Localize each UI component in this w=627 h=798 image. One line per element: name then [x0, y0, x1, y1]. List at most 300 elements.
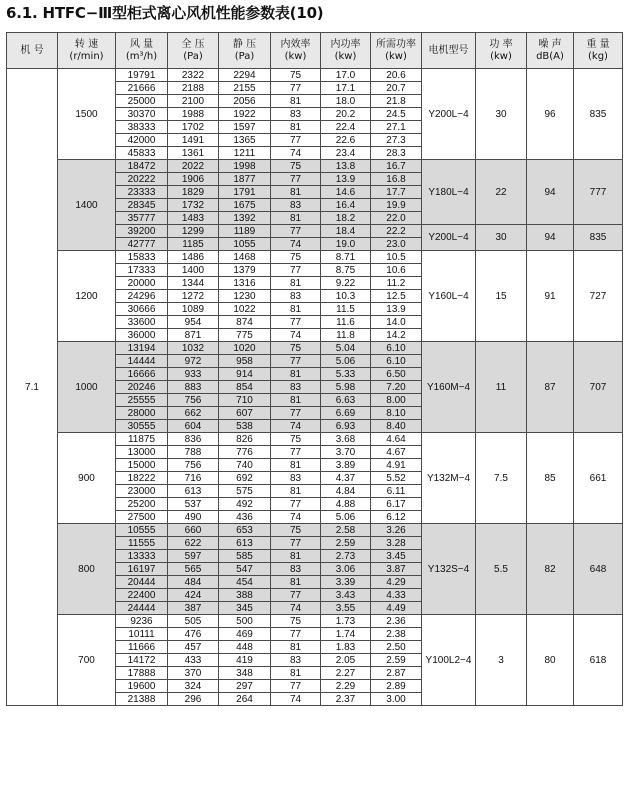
- static-pressure-cell: 1230: [219, 290, 271, 303]
- efficiency-cell: 75: [271, 342, 321, 355]
- total-pressure-cell: 1491: [168, 134, 219, 147]
- internal-power-cell: 2.58: [321, 524, 371, 537]
- airflow-cell: 14444: [116, 355, 168, 368]
- internal-power-cell: 2.59: [321, 537, 371, 550]
- static-pressure-cell: 585: [219, 550, 271, 563]
- efficiency-cell: 77: [271, 134, 321, 147]
- efficiency-cell: 77: [271, 225, 321, 238]
- efficiency-cell: 81: [271, 95, 321, 108]
- weight-cell: 661: [574, 433, 623, 524]
- efficiency-cell: 77: [271, 537, 321, 550]
- internal-power-cell: 6.93: [321, 420, 371, 433]
- header-unit: (Pa): [234, 50, 255, 62]
- efficiency-cell: 81: [271, 212, 321, 225]
- total-pressure-cell: 1272: [168, 290, 219, 303]
- internal-power-cell: 18.4: [321, 225, 371, 238]
- total-pressure-cell: 1829: [168, 186, 219, 199]
- total-pressure-cell: 756: [168, 459, 219, 472]
- static-pressure-cell: 419: [219, 654, 271, 667]
- internal-power-cell: 3.43: [321, 589, 371, 602]
- total-pressure-cell: 954: [168, 316, 219, 329]
- static-pressure-cell: 1022: [219, 303, 271, 316]
- static-pressure-cell: 575: [219, 485, 271, 498]
- header-static-pressure: [219, 33, 271, 69]
- airflow-cell: 30666: [116, 303, 168, 316]
- table-body: [7, 69, 623, 706]
- total-pressure-cell: 1361: [168, 147, 219, 160]
- airflow-cell: 42777: [116, 238, 168, 251]
- static-pressure-cell: 1055: [219, 238, 271, 251]
- airflow-cell: 18472: [116, 160, 168, 173]
- static-pressure-cell: 653: [219, 524, 271, 537]
- efficiency-cell: 77: [271, 680, 321, 693]
- header-unit: (kw): [490, 50, 512, 62]
- airflow-cell: 42000: [116, 134, 168, 147]
- total-pressure-cell: 324: [168, 680, 219, 693]
- internal-power-cell: 11.6: [321, 316, 371, 329]
- airflow-cell: 13194: [116, 342, 168, 355]
- efficiency-cell: 77: [271, 628, 321, 641]
- required-power-cell: 4.91: [371, 459, 422, 472]
- noise-cell: 94: [527, 160, 574, 225]
- motor-model-cell: Y132M−4: [422, 433, 476, 524]
- required-power-cell: 3.87: [371, 563, 422, 576]
- motor-model-cell: Y200L−4: [422, 225, 476, 251]
- total-pressure-cell: 1486: [168, 251, 219, 264]
- required-power-cell: 21.8: [371, 95, 422, 108]
- required-power-cell: 5.52: [371, 472, 422, 485]
- efficiency-cell: 83: [271, 654, 321, 667]
- motor-power-cell: 5.5: [476, 524, 527, 615]
- required-power-cell: 19.9: [371, 199, 422, 212]
- required-power-cell: 16.7: [371, 160, 422, 173]
- required-power-cell: 22.0: [371, 212, 422, 225]
- header-label: 重 量: [586, 38, 610, 50]
- header-unit: (kg): [588, 50, 608, 62]
- efficiency-cell: 77: [271, 316, 321, 329]
- efficiency-cell: 81: [271, 186, 321, 199]
- airflow-cell: 21388: [116, 693, 168, 706]
- total-pressure-cell: 788: [168, 446, 219, 459]
- required-power-cell: 6.10: [371, 342, 422, 355]
- total-pressure-cell: 660: [168, 524, 219, 537]
- internal-power-cell: 14.6: [321, 186, 371, 199]
- speed-cell: 1500: [58, 69, 116, 160]
- required-power-cell: 2.87: [371, 667, 422, 680]
- static-pressure-cell: 710: [219, 394, 271, 407]
- internal-power-cell: 16.4: [321, 199, 371, 212]
- required-power-cell: 2.50: [371, 641, 422, 654]
- airflow-cell: 21666: [116, 82, 168, 95]
- static-pressure-cell: 1211: [219, 147, 271, 160]
- static-pressure-cell: 1189: [219, 225, 271, 238]
- airflow-cell: 19791: [116, 69, 168, 82]
- header-unit: (Pa): [183, 50, 203, 62]
- speed-cell: 700: [58, 615, 116, 706]
- airflow-cell: 16197: [116, 563, 168, 576]
- table-header: [7, 33, 623, 69]
- internal-power-cell: 3.55: [321, 602, 371, 615]
- total-pressure-cell: 1344: [168, 277, 219, 290]
- header-unit: (m³/h): [125, 50, 158, 62]
- internal-power-cell: 3.06: [321, 563, 371, 576]
- airflow-cell: 20246: [116, 381, 168, 394]
- internal-power-cell: 6.69: [321, 407, 371, 420]
- airflow-cell: 18222: [116, 472, 168, 485]
- total-pressure-cell: 505: [168, 615, 219, 628]
- header-internal-power: [321, 33, 371, 69]
- machine-no-cell: 7.1: [7, 69, 58, 706]
- static-pressure-cell: 1597: [219, 121, 271, 134]
- efficiency-cell: 77: [271, 446, 321, 459]
- efficiency-cell: 77: [271, 498, 321, 511]
- airflow-cell: 25555: [116, 394, 168, 407]
- header-label: 静 压: [232, 38, 257, 50]
- total-pressure-cell: 1185: [168, 238, 219, 251]
- required-power-cell: 20.6: [371, 69, 422, 82]
- header-speed: [58, 33, 116, 69]
- required-power-cell: 24.5: [371, 108, 422, 121]
- header-label: 机 号: [20, 44, 44, 56]
- noise-cell: 87: [527, 342, 574, 433]
- performance-table: [6, 32, 623, 706]
- weight-cell: 707: [574, 342, 623, 433]
- internal-power-cell: 5.04: [321, 342, 371, 355]
- efficiency-cell: 74: [271, 602, 321, 615]
- efficiency-cell: 81: [271, 485, 321, 498]
- required-power-cell: 2.36: [371, 615, 422, 628]
- efficiency-cell: 81: [271, 277, 321, 290]
- required-power-cell: 3.26: [371, 524, 422, 537]
- efficiency-cell: 77: [271, 355, 321, 368]
- efficiency-cell: 75: [271, 433, 321, 446]
- static-pressure-cell: 547: [219, 563, 271, 576]
- efficiency-cell: 83: [271, 108, 321, 121]
- motor-power-cell: 7.5: [476, 433, 527, 524]
- internal-power-cell: 18.2: [321, 212, 371, 225]
- internal-power-cell: 5.33: [321, 368, 371, 381]
- motor-power-cell: 3: [476, 615, 527, 706]
- weight-cell: 618: [574, 615, 623, 706]
- efficiency-cell: 81: [271, 368, 321, 381]
- required-power-cell: 7.20: [371, 381, 422, 394]
- required-power-cell: 14.2: [371, 329, 422, 342]
- efficiency-cell: 81: [271, 641, 321, 654]
- internal-power-cell: 5.98: [321, 381, 371, 394]
- static-pressure-cell: 1379: [219, 264, 271, 277]
- internal-power-cell: 23.4: [321, 147, 371, 160]
- noise-cell: 85: [527, 433, 574, 524]
- efficiency-cell: 75: [271, 615, 321, 628]
- required-power-cell: 20.7: [371, 82, 422, 95]
- table-row: [7, 524, 623, 537]
- required-power-cell: 13.9: [371, 303, 422, 316]
- required-power-cell: 4.29: [371, 576, 422, 589]
- header-motor-model: [422, 33, 476, 69]
- efficiency-cell: 77: [271, 407, 321, 420]
- static-pressure-cell: 538: [219, 420, 271, 433]
- internal-power-cell: 13.9: [321, 173, 371, 186]
- required-power-cell: 11.2: [371, 277, 422, 290]
- airflow-cell: 10111: [116, 628, 168, 641]
- table-row: [7, 251, 623, 264]
- efficiency-cell: 81: [271, 667, 321, 680]
- efficiency-cell: 81: [271, 394, 321, 407]
- efficiency-cell: 74: [271, 238, 321, 251]
- airflow-cell: 13000: [116, 446, 168, 459]
- total-pressure-cell: 476: [168, 628, 219, 641]
- airflow-cell: 13333: [116, 550, 168, 563]
- header-label: 电机型号: [428, 44, 469, 56]
- internal-power-cell: 2.73: [321, 550, 371, 563]
- header-efficiency: [271, 33, 321, 69]
- header-unit: (kw): [284, 50, 307, 62]
- total-pressure-cell: 1906: [168, 173, 219, 186]
- static-pressure-cell: 914: [219, 368, 271, 381]
- efficiency-cell: 81: [271, 303, 321, 316]
- speed-cell: 1200: [58, 251, 116, 342]
- speed-cell: 1400: [58, 160, 116, 251]
- weight-cell: 835: [574, 69, 623, 160]
- noise-cell: 96: [527, 69, 574, 160]
- static-pressure-cell: 348: [219, 667, 271, 680]
- internal-power-cell: 18.0: [321, 95, 371, 108]
- internal-power-cell: 3.70: [321, 446, 371, 459]
- required-power-cell: 4.67: [371, 446, 422, 459]
- airflow-cell: 30370: [116, 108, 168, 121]
- internal-power-cell: 2.27: [321, 667, 371, 680]
- required-power-cell: 2.38: [371, 628, 422, 641]
- motor-power-cell: 15: [476, 251, 527, 342]
- static-pressure-cell: 454: [219, 576, 271, 589]
- static-pressure-cell: 854: [219, 381, 271, 394]
- table-row: [7, 69, 623, 82]
- efficiency-cell: 74: [271, 329, 321, 342]
- noise-cell: 94: [527, 225, 574, 251]
- efficiency-cell: 74: [271, 147, 321, 160]
- airflow-cell: 25000: [116, 95, 168, 108]
- static-pressure-cell: 1877: [219, 173, 271, 186]
- static-pressure-cell: 775: [219, 329, 271, 342]
- required-power-cell: 4.33: [371, 589, 422, 602]
- required-power-cell: 6.10: [371, 355, 422, 368]
- header-unit: (kw): [334, 50, 357, 62]
- airflow-cell: 15000: [116, 459, 168, 472]
- total-pressure-cell: 484: [168, 576, 219, 589]
- static-pressure-cell: 448: [219, 641, 271, 654]
- static-pressure-cell: 388: [219, 589, 271, 602]
- static-pressure-cell: 500: [219, 615, 271, 628]
- static-pressure-cell: 2056: [219, 95, 271, 108]
- required-power-cell: 10.6: [371, 264, 422, 277]
- static-pressure-cell: 492: [219, 498, 271, 511]
- airflow-cell: 17888: [116, 667, 168, 680]
- required-power-cell: 10.5: [371, 251, 422, 264]
- airflow-cell: 15833: [116, 251, 168, 264]
- airflow-cell: 16666: [116, 368, 168, 381]
- airflow-cell: 23000: [116, 485, 168, 498]
- internal-power-cell: 2.05: [321, 654, 371, 667]
- efficiency-cell: 75: [271, 524, 321, 537]
- table-row: [7, 342, 623, 355]
- static-pressure-cell: 436: [219, 511, 271, 524]
- internal-power-cell: 5.06: [321, 511, 371, 524]
- motor-model-cell: Y200L−4: [422, 69, 476, 160]
- header-label: 内效率: [280, 38, 311, 50]
- table-row: [7, 433, 623, 446]
- motor-model-cell: Y180L−4: [422, 160, 476, 225]
- efficiency-cell: 83: [271, 381, 321, 394]
- internal-power-cell: 2.37: [321, 693, 371, 706]
- required-power-cell: 27.1: [371, 121, 422, 134]
- airflow-cell: 11875: [116, 433, 168, 446]
- internal-power-cell: 22.4: [321, 121, 371, 134]
- internal-power-cell: 8.71: [321, 251, 371, 264]
- internal-power-cell: 3.68: [321, 433, 371, 446]
- total-pressure-cell: 883: [168, 381, 219, 394]
- static-pressure-cell: 826: [219, 433, 271, 446]
- static-pressure-cell: 692: [219, 472, 271, 485]
- header-label: 全 压: [181, 38, 205, 50]
- motor-power-cell: 30: [476, 225, 527, 251]
- airflow-cell: 23333: [116, 186, 168, 199]
- required-power-cell: 8.40: [371, 420, 422, 433]
- static-pressure-cell: 776: [219, 446, 271, 459]
- motor-model-cell: Y160L−4: [422, 251, 476, 342]
- header-airflow: [116, 33, 168, 69]
- airflow-cell: 35777: [116, 212, 168, 225]
- required-power-cell: 28.3: [371, 147, 422, 160]
- total-pressure-cell: 597: [168, 550, 219, 563]
- required-power-cell: 2.89: [371, 680, 422, 693]
- header-machine-no: [7, 33, 58, 69]
- total-pressure-cell: 424: [168, 589, 219, 602]
- internal-power-cell: 17.1: [321, 82, 371, 95]
- total-pressure-cell: 457: [168, 641, 219, 654]
- total-pressure-cell: 1032: [168, 342, 219, 355]
- efficiency-cell: 83: [271, 199, 321, 212]
- airflow-cell: 38333: [116, 121, 168, 134]
- required-power-cell: 14.0: [371, 316, 422, 329]
- total-pressure-cell: 1732: [168, 199, 219, 212]
- required-power-cell: 6.50: [371, 368, 422, 381]
- internal-power-cell: 17.0: [321, 69, 371, 82]
- total-pressure-cell: 2022: [168, 160, 219, 173]
- total-pressure-cell: 933: [168, 368, 219, 381]
- speed-cell: 900: [58, 433, 116, 524]
- total-pressure-cell: 433: [168, 654, 219, 667]
- airflow-cell: 19600: [116, 680, 168, 693]
- static-pressure-cell: 874: [219, 316, 271, 329]
- internal-power-cell: 5.06: [321, 355, 371, 368]
- total-pressure-cell: 2322: [168, 69, 219, 82]
- total-pressure-cell: 1400: [168, 264, 219, 277]
- internal-power-cell: 22.6: [321, 134, 371, 147]
- airflow-cell: 20444: [116, 576, 168, 589]
- required-power-cell: 3.28: [371, 537, 422, 550]
- efficiency-cell: 74: [271, 511, 321, 524]
- required-power-cell: 3.00: [371, 693, 422, 706]
- efficiency-cell: 83: [271, 290, 321, 303]
- efficiency-cell: 77: [271, 82, 321, 95]
- airflow-cell: 10555: [116, 524, 168, 537]
- internal-power-cell: 9.22: [321, 277, 371, 290]
- total-pressure-cell: 537: [168, 498, 219, 511]
- airflow-cell: 11666: [116, 641, 168, 654]
- required-power-cell: 6.11: [371, 485, 422, 498]
- noise-cell: 80: [527, 615, 574, 706]
- airflow-cell: 33600: [116, 316, 168, 329]
- weight-cell: 727: [574, 251, 623, 342]
- efficiency-cell: 77: [271, 173, 321, 186]
- static-pressure-cell: 1316: [219, 277, 271, 290]
- total-pressure-cell: 972: [168, 355, 219, 368]
- total-pressure-cell: 662: [168, 407, 219, 420]
- required-power-cell: 3.45: [371, 550, 422, 563]
- total-pressure-cell: 2188: [168, 82, 219, 95]
- total-pressure-cell: 296: [168, 693, 219, 706]
- internal-power-cell: 3.89: [321, 459, 371, 472]
- required-power-cell: 4.49: [371, 602, 422, 615]
- required-power-cell: 22.2: [371, 225, 422, 238]
- page-title: 6.1. HTFC−Ⅲ型柜式离心风机性能参数表(10): [6, 4, 324, 22]
- header-total-pressure: [168, 33, 219, 69]
- speed-cell: 1000: [58, 342, 116, 433]
- static-pressure-cell: 264: [219, 693, 271, 706]
- internal-power-cell: 20.2: [321, 108, 371, 121]
- static-pressure-cell: 1392: [219, 212, 271, 225]
- internal-power-cell: 10.3: [321, 290, 371, 303]
- header-label: 内功率: [330, 38, 361, 50]
- airflow-cell: 27500: [116, 511, 168, 524]
- total-pressure-cell: 1988: [168, 108, 219, 121]
- static-pressure-cell: 740: [219, 459, 271, 472]
- static-pressure-cell: 469: [219, 628, 271, 641]
- static-pressure-cell: 297: [219, 680, 271, 693]
- airflow-cell: 45833: [116, 147, 168, 160]
- internal-power-cell: 1.74: [321, 628, 371, 641]
- total-pressure-cell: 370: [168, 667, 219, 680]
- efficiency-cell: 75: [271, 69, 321, 82]
- required-power-cell: 12.5: [371, 290, 422, 303]
- internal-power-cell: 6.63: [321, 394, 371, 407]
- airflow-cell: 24444: [116, 602, 168, 615]
- total-pressure-cell: 613: [168, 485, 219, 498]
- weight-cell: 777: [574, 160, 623, 225]
- airflow-cell: 24296: [116, 290, 168, 303]
- header-label: 功 率: [489, 38, 513, 50]
- static-pressure-cell: 2294: [219, 69, 271, 82]
- total-pressure-cell: 836: [168, 433, 219, 446]
- header-unit: (kw): [385, 50, 407, 62]
- static-pressure-cell: 1675: [219, 199, 271, 212]
- airflow-cell: 28345: [116, 199, 168, 212]
- internal-power-cell: 11.5: [321, 303, 371, 316]
- airflow-cell: 36000: [116, 329, 168, 342]
- motor-power-cell: 22: [476, 160, 527, 225]
- total-pressure-cell: 871: [168, 329, 219, 342]
- static-pressure-cell: 1365: [219, 134, 271, 147]
- static-pressure-cell: 1922: [219, 108, 271, 121]
- noise-cell: 82: [527, 524, 574, 615]
- required-power-cell: 23.0: [371, 238, 422, 251]
- noise-cell: 91: [527, 251, 574, 342]
- airflow-cell: 17333: [116, 264, 168, 277]
- header-required-power: [371, 33, 422, 69]
- total-pressure-cell: 1299: [168, 225, 219, 238]
- efficiency-cell: 77: [271, 589, 321, 602]
- motor-power-cell: 30: [476, 69, 527, 160]
